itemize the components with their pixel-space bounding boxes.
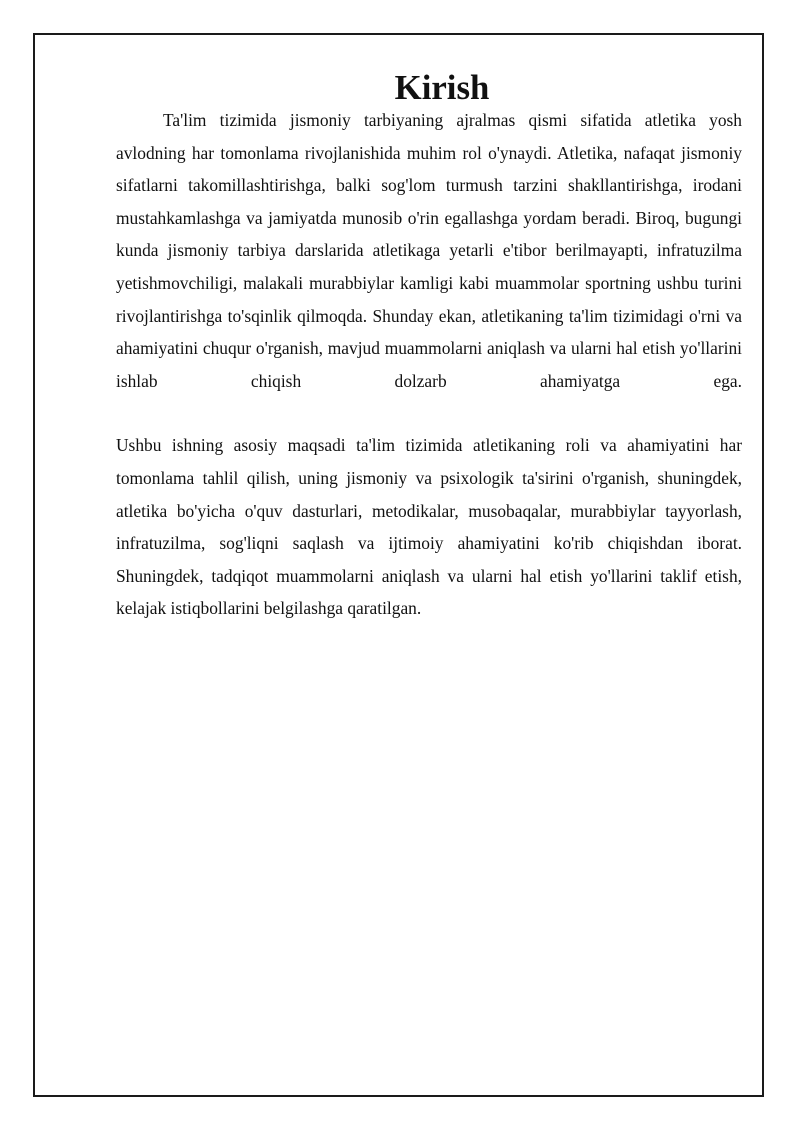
paragraph-objective: Ushbu ishning asosiy maqsadi ta'lim tizimida atletikaning roli va ahamiyatini har tomonlama tahlil qilish, uning jismoniy va psixologik ta'sirini o'rganish, shuningdek, atletika bo'yicha o'quv dasturlari, metodikalar, musobaqalar, murabbiylar tayyorlash, infratuzilma, sog'liqni saqlash va ijtimoiy ahamiyatini ko'rib chiqishdan iborat. Shuningdek, tadqiqot muammolarni aniqlash va ularni hal etish yo'llarini taklif etish, kelajak istiqbollarini belgilashga qaratilgan. (116, 435, 742, 619)
document-title: Kirish (394, 68, 490, 107)
paragraph-introduction: Ta'lim tizimida jismoniy tarbiyaning ajralmas qismi sifatida atletika yosh avlodning har tomonlama rivojlanishida muhim rol o'ynaydi. Atletika, nafaqat jismoniy sifatlarni takomillashtirishga, balki sog'lom turmush tarzini shakllantirishga, irodani mustahkamlashga va jamiyatda munosib o'rin egallashga yordam beradi. Biroq, bugungi kunda jismoniy tarbiya darslarida atletikaga yetarli e'tibor berilmayapti, infratuzilma yetishmovchiligi, malakali murabbiylar kamligi kabi muammolar sportning ushbu turini rivojlantirishga to'sqinlik qilmoqda. Shunday ekan, atletikaning ta'lim tizimidagi o'rni va ahamiyatini chuqur o'rganish, mavjud muammolarni aniqlash va ularni hal etish yo'llarini ishlab chiqish dolzarb ahamiyatga ega. (116, 110, 742, 391)
document-body (116, 68, 742, 625)
